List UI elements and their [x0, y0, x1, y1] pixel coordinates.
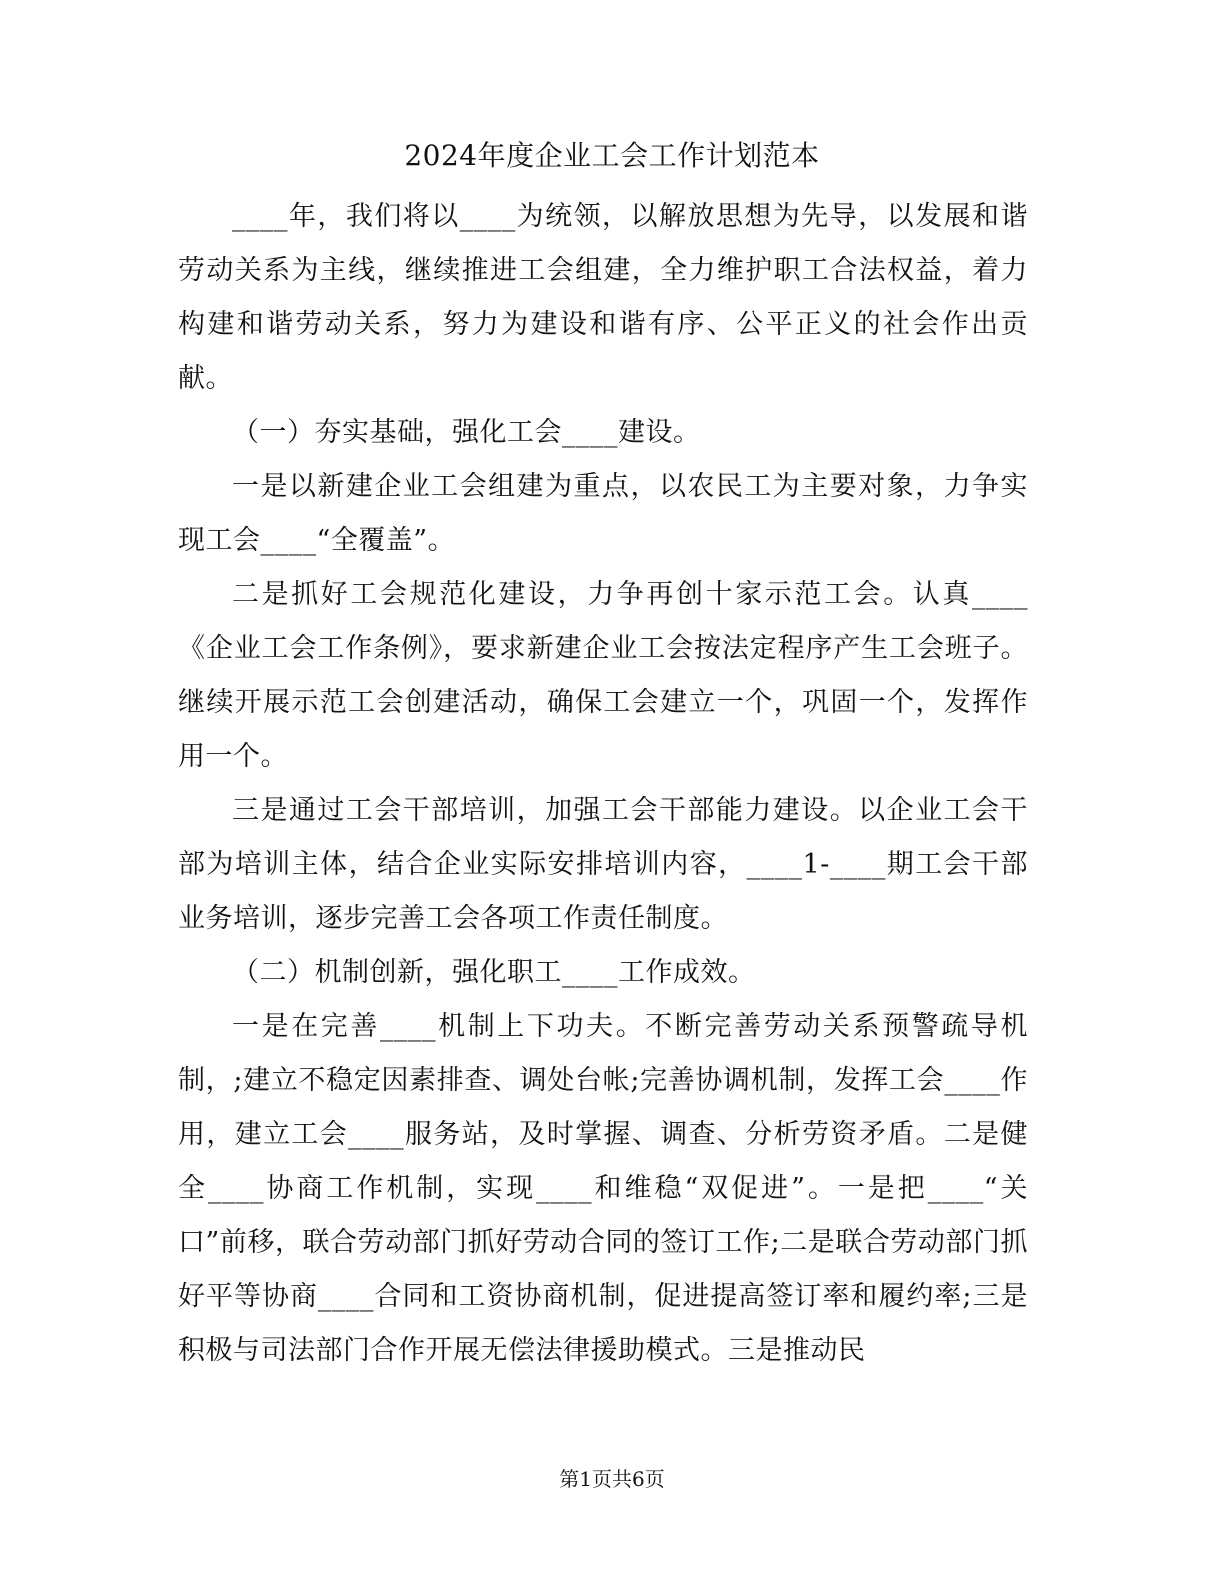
section-heading-2: （二）机制创新，强化职工____工作成效。 [232, 957, 756, 988]
paragraph-item: 一是在完善____机制上下功夫。不断完善劳动关系预警疏导机制，;建立不稳定因素排查、调处台帐;完善协调机制，发挥工会____作用，建立工会____服务站，及时掌握、调查、分析劳资矛盾。二是健全____协商工作机制，实现____和维稳“双促进”。一是把____“关口”前移，联合劳动部门抓好劳动合同的签订工作;二是联合劳动部门抓好平等协商____合同和工资协商机制，促进提高签订率和履约率;三是积极与司法部门合作开展无偿法律援助模式。三是推动民 [178, 1011, 1028, 1366]
paragraph-item: 二是抓好工会规范化建设，力争再创十家示范工会。认真____《企业工会工作条例》，要求新建企业工会按法定程序产生工会班子。继续开展示范工会创建活动，确保工会建立一个，巩固一个，发挥作用一个。 [178, 579, 1028, 772]
document-title: 2024年度企业工会工作计划范本 [404, 139, 820, 172]
page-number-footer: 第1页共6页 [559, 1467, 665, 1491]
paragraph-intro: ____年，我们将以____为统领，以解放思想为先导，以发展和谐劳动关系为主线，继续推进工会组建，全力维护职工合法权益，着力构建和谐劳动关系，努力为建设和谐有序、公平正义的社会作出贡献。 [178, 201, 1028, 394]
section-heading-1: （一）夯实基础，强化工会____建设。 [232, 417, 701, 448]
paragraph-item: 三是通过工会干部培训，加强工会干部能力建设。以企业工会干部为培训主体，结合企业实际安排培训内容，____1-____期工会干部业务培训，逐步完善工会各项工作责任制度。 [178, 795, 1028, 934]
paragraph-item: 一是以新建企业工会组建为重点，以农民工为主要对象，力争实现工会____“全覆盖”。 [178, 471, 1028, 556]
document-body [178, 190, 1028, 1378]
